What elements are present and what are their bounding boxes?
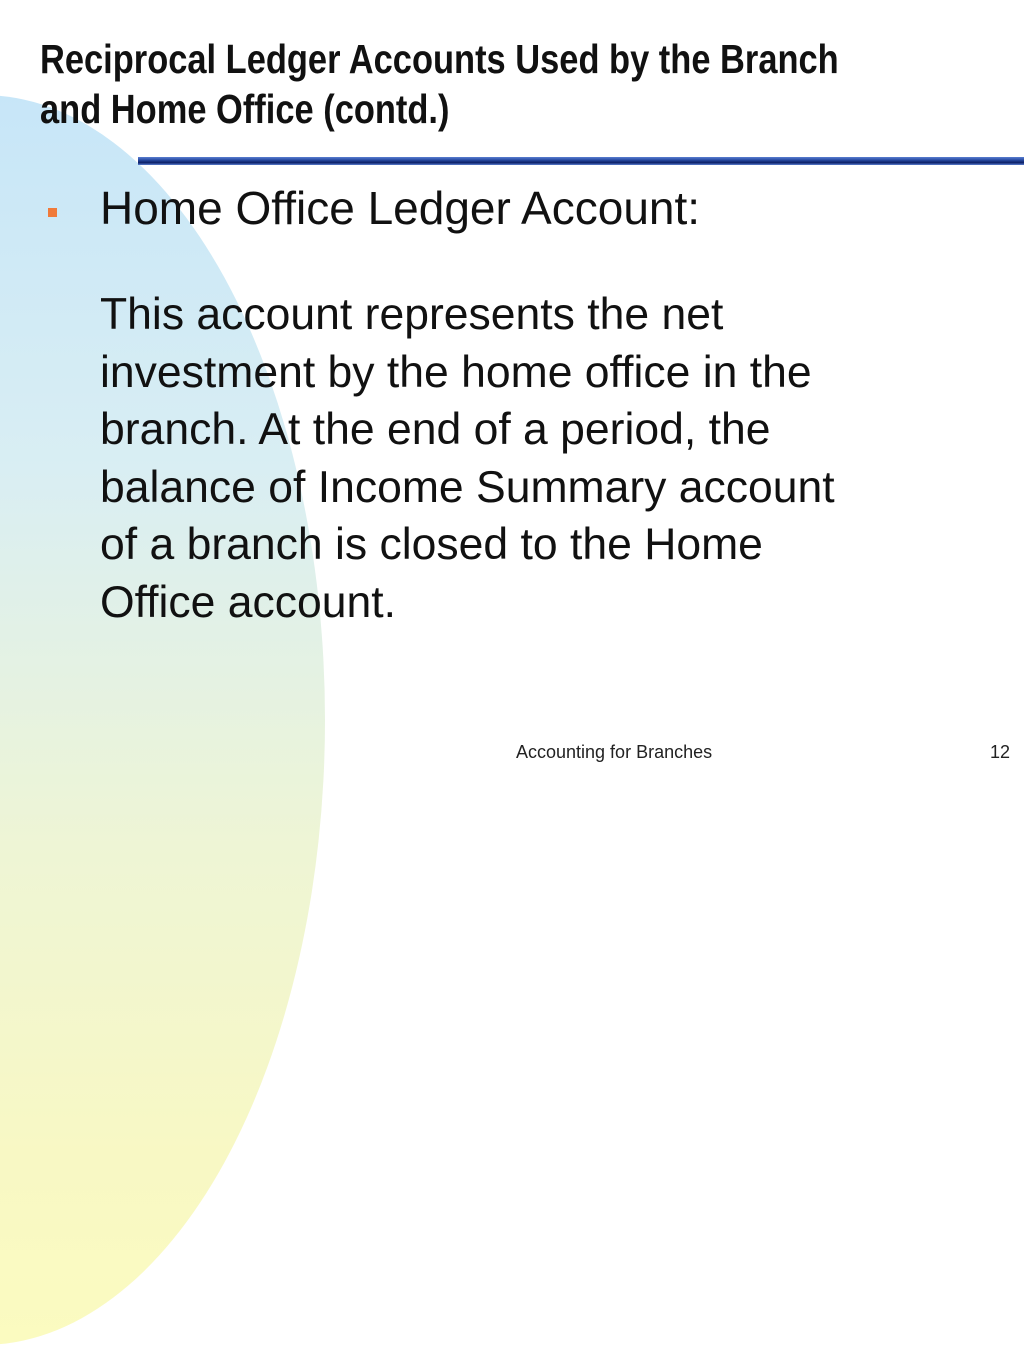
slide-title-line-1: Reciprocal Ledger Accounts Used by the Branch [40,36,839,82]
bullet-heading: Home Office Ledger Account: [100,182,701,234]
body-line-4: balance of Income Summary account [100,462,835,512]
footer-text: Accounting for Branches [516,742,713,762]
body-line-2: investment by the home office in the [100,347,812,397]
square-bullet-icon [48,208,57,217]
slide-title-line-2: and Home Office (contd.) [40,86,450,132]
body-line-6: Office account. [100,577,397,627]
body-paragraph [100,286,1000,631]
title-divider [138,157,1024,165]
page-number: 12 [989,742,1010,762]
background-gradient-shape [0,95,325,1345]
slide-title [40,34,863,134]
body-line-5: of a branch is closed to the Home [100,520,763,569]
body-line-3: branch. At the end of a period, the [100,405,771,454]
body-line-1: This account represents the net [100,290,724,339]
